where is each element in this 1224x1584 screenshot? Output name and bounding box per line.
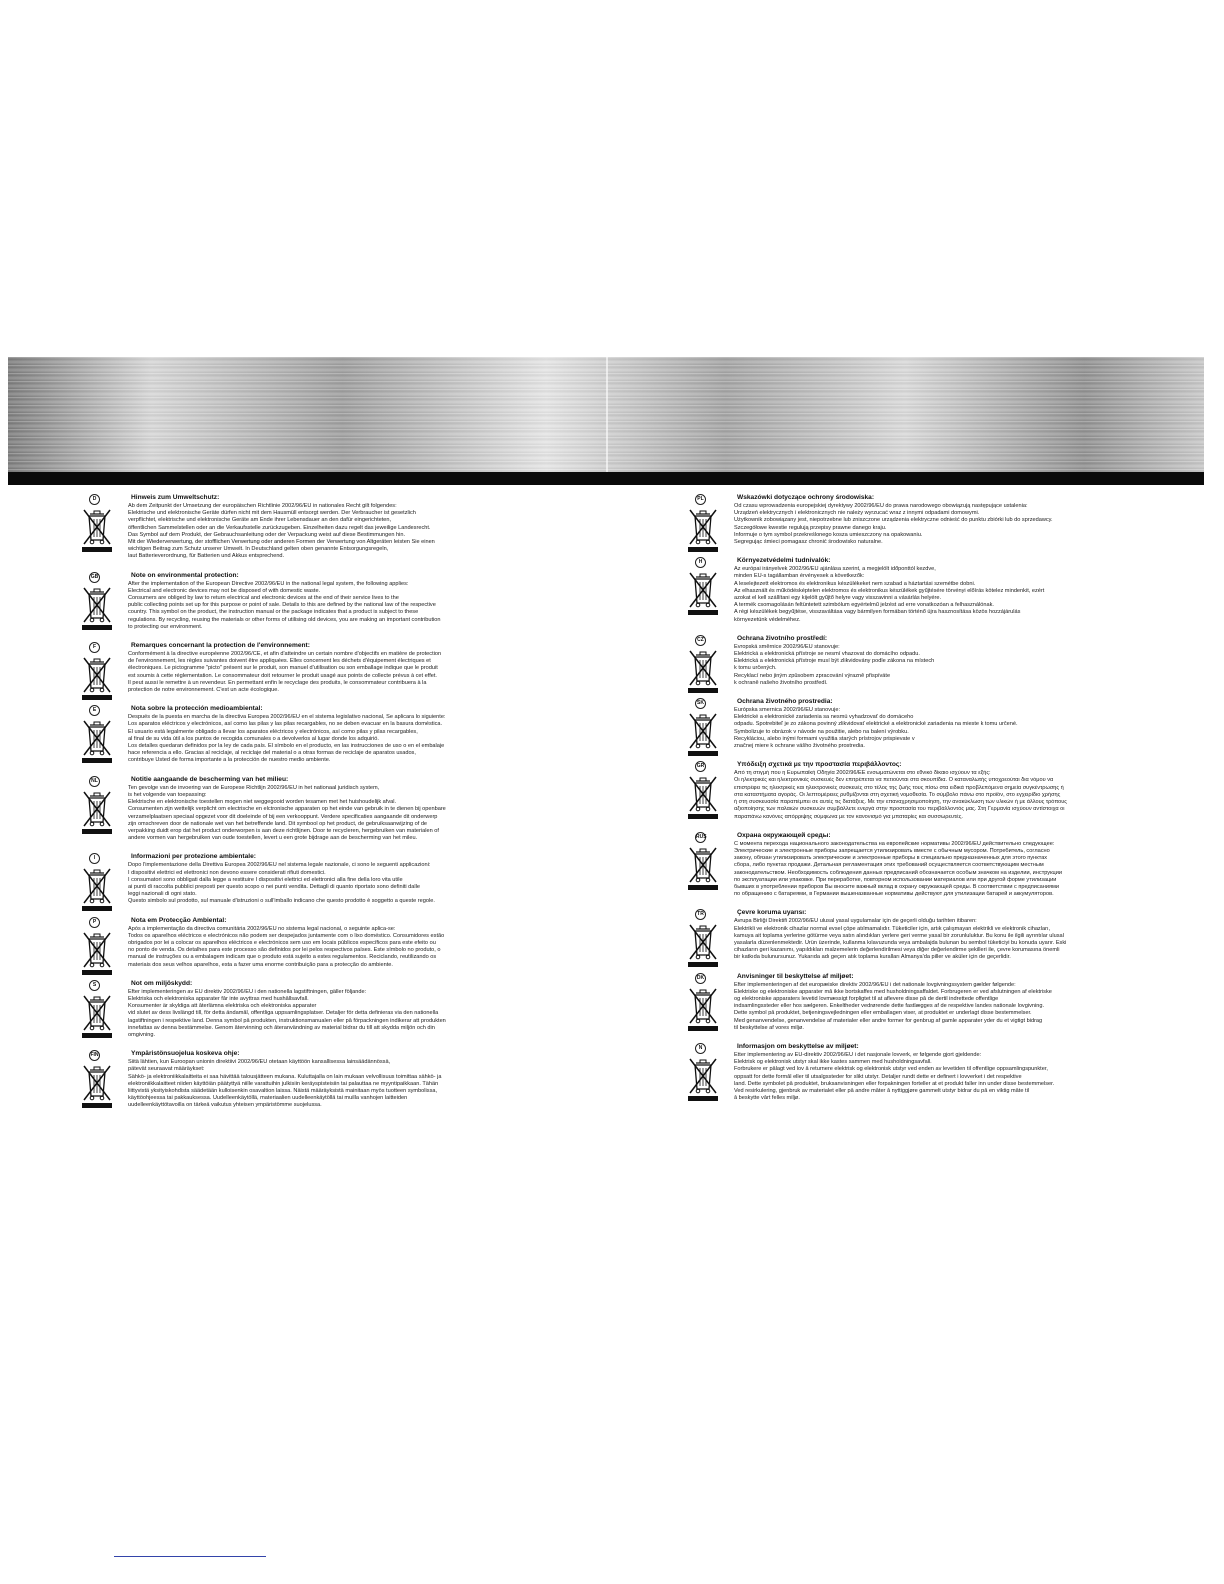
notice-line: Efter implementeringen av EU direktiv 2002/96/EU i den nationella lagstiftningen, gäller följande: [128,988,367,995]
notice-body [734,1052,1144,1102]
notice-line: Efter implementeringen af det europæiske direktiv 2002/96/EU i det nationale lovgivningssystem gælder følgende: [734,981,1016,988]
notice-line: minden EU-s tagállamban érvényesek a következők: [734,573,865,580]
notice-section-cz [686,635,1144,687]
notice-line: по обращению с батареями, в Германии вышеназванные нормативы действуют для утилизации батарей и аккумуляторов. [734,891,1054,898]
notice-line: is het volgende van toepassing: [128,791,207,798]
notice-body [128,785,532,843]
notice-line: Ab dem Zeitpunkt der Umsetzung der europäischen Richtlinie 2002/96/EU in nationales Recht gilt folgendes: [128,503,397,509]
notice-body [128,503,532,561]
notice-line: Consumenten zijn wettelijk verplicht om electrische en elctronische apparaten op het einde van gebruik in te dienen bij openbare [128,806,446,813]
crossed-out-wheelie-bin-icon [686,506,720,554]
notice-line: pätevät seuraavat määräykset: [128,1066,205,1073]
notice-line: Электрические и электронные приборы запрещается утилизировать вместе с обычным мусором. Потребитель, согласно [734,847,1050,854]
notice-body [128,1059,532,1109]
notice-line: hace referencia a ello. Gracias al reciclaje, al reciclaje del material o a otras formas de reciclaje de aparatos usados, [128,750,416,757]
language-code-badge: GR [695,761,706,772]
notice-title: Informasjon om beskyttelse av miljøet: [737,1042,859,1050]
notice-section-fin [80,1050,532,1109]
right-column [686,494,1144,1113]
notice-title: Охрана окружающей среды: [737,831,831,839]
notice-line: С момента перехода национального законодательства на европейские нормативы 2002/96/EU действительно следующее: [734,840,1055,847]
crossed-out-wheelie-bin-icon [80,1062,114,1110]
notice-section-rus [686,832,1144,899]
language-code-badge: SK [695,698,706,709]
notice-section-sk [686,698,1144,750]
language-code-badge: TR [695,909,706,920]
notice-title: Notitie aangaande de bescherming van het milieu: [131,775,289,783]
crossed-out-wheelie-bin-icon [80,865,114,913]
notice-line: στα καταστήματα αγοράς. Οι λεπτομέρειες ρυθμίζονται στη σχετική νομοθεσία. Το σύμβολο πάνω στο προϊόν, στο εγχειρίδιο χρήσης [734,791,1061,798]
notice-line: country. This symbol on the product, the instruction manual or the package indicates that a product is subject to these [128,609,419,616]
notice-line: After the implementation of the European Directive 2002/96/EU in the national legal system, the following applies: [128,580,409,587]
crossed-out-wheelie-bin-icon [80,584,114,632]
notice-line: no ponto de venda. Os detalhes para este processo são definidos por lei pelos respectivos países. Este símbolo no produto, o [128,947,441,954]
crossed-out-wheelie-bin-icon [80,929,114,977]
notice-line: Elektrisk og elektronisk utstyr skal ikke kastes sammen med husholdningsavfall. [734,1059,932,1066]
notice-section-gr [686,761,1144,820]
notice-title: Hinweis zum Umweltschutz: [131,494,220,501]
notice-section-pl [686,494,1144,546]
notice-section-e [80,705,532,764]
notice-line: de l'environnement, les règles suivantes doivent être appliquées. Elles concernent les déchets d'équipement électriques et [128,658,431,665]
notice-line: Elektrická a elektronická přístroje musí být zlikvidovány podle zákona na místech [734,658,935,665]
notice-line: Das Symbol auf dem Produkt, der Gebrauchsanleitung oder der Verpackung weist auf diese Bestimmungen hin. [128,531,406,538]
notice-title: Ympäristönsuojelua koskeva ohje: [131,1050,240,1058]
notice-line: Questo simbolo sul prodotto, sul manuale d'istruzioni o sull'imballo indicano che questo prodotto è soggetto a queste regole. [128,898,435,905]
notice-line: značnej miere k ochrane vášho životného prostredia. [734,743,865,750]
crossed-out-wheelie-bin-icon [80,992,114,1040]
notice-section-i [80,853,532,905]
notice-line: επιστρέφει τις ηλεκτρικές και ηλεκτρονικές συσκευές στο τέλος της ζωής τους πίσω στα ειδικά προβλεπόμενα σημεία συγκέντρωσης ή [734,784,1064,791]
notice-line: Konsumenter är skyldiga att återlämna elektriska och elektroniska apparater [128,1003,317,1010]
notice-line: Elektrische en elektronische toestellen mogen niet weggegooid worden tesamen met het huishoudelijk afval. [128,799,397,806]
banner-black-strip [8,472,1204,485]
notice-line: Elektrikli ve elektronik cihazlar normal evsel çöpe atılmamalıdır. Tüketiciler için, artık çalışmayan elektrikli ve elektronik cihazları, [734,925,1051,932]
language-code-badge: DK [695,973,706,984]
notice-line: Forbrukere er pålagt ved lov å returnere elektrisk og elektronisk utstyr ved enden av levetiden til offentlige oppsamlingspunkter, [734,1066,1048,1073]
notice-line: Recyklací nebo jiným způsobem zpracování výrazně přispíváte [734,672,891,679]
notice-line: og elektroniske apparaters levetid lovmæssigt forpligtet til at aflevere disse på de dertil indrettede offentlige [734,995,999,1002]
notice-line: Elektriske og elektroniske apparater må ikke bortskaffes med husholdningsaffaldet. Forbrugeren er ved afslutningen af elektriske [734,988,1052,995]
notice-line: contribuye Usted de forma importante a la protección de nuestro medio ambiente. [128,757,331,764]
notice-line: Los aparatos eléctricos y electrónicos, así como las pilas y las pilas recargables, no se deben evacuar en la basura doméstica. [128,721,443,728]
language-code-badge: CZ [695,635,706,646]
notice-line: παραπάνω κανόνες απόρριψης σύμφωνα με τον κανονισμό για μπαταρίες και συσσωρευτές. [734,813,963,820]
notice-line: Después de la puesta en marcha de la directiva Europea 2002/96/EU en el sistema legislativo nacional, Se aplicara lo siguiente: [128,714,446,721]
notice-line: indsamlingssteder eller hos sælgeren. Enkeltheder vedrørende dette fastlægges af de respektive landes nationale lovgivning. [734,1003,1045,1010]
notice-line: αξιοποίησης των παλαιών συσκευών συμβάλλετε ενεργά στην προστασία του περιβάλλοντός μας. Στη Γερμανία ισχύουν αντίστοιχα οι [734,806,1065,813]
notice-line: verpflichtet, elektrische und elektronische Geräte am Ende ihrer Lebensdauer an den dafür eingerichteten, [128,517,392,524]
crossed-out-wheelie-bin-icon [80,788,114,836]
notice-line: Recykláciou, alebo inými formami využitia starých prístrojov prispievate v [734,735,915,742]
notice-title: Informazioni per protezione ambientale: [131,853,256,861]
notice-body [128,714,532,764]
language-code-badge: FIN [89,1050,100,1061]
notice-line: A leselejtezett elektromos és elektronikus készülékeket nem szabad a háztartási szemétbe dobni. [734,580,976,587]
language-code-badge: N [695,1043,706,1054]
language-code-badge: I [89,853,100,864]
notice-line: Οι ηλεκτρικές και ηλεκτρονικές συσκευές δεν επιτρέπεται να πετιούνται στα σκουπίδια. Ο καταναλωτής υποχρεούται δια νόμου να [734,777,1054,784]
notice-body [734,982,1144,1032]
notice-line: å beskytte vårt felles miljø. [734,1095,800,1102]
crossed-out-wheelie-bin-icon [686,844,720,892]
notice-line: Med genanvendelse, genanvendelse af materialer eller andre former for genbrug af gamle apparater yder du et vigtigt bidrag [734,1017,1043,1024]
notice-line: Siitä lähtien, kun Euroopan unionin direktiivi 2002/96/EU otetaan käyttöön kansallisessa lainsäädännössä, [128,1059,391,1066]
notice-line: Elektriska och elektroniska apparater får inte avyttras med hushållsavfall. [128,995,309,1002]
notice-line: A régi készülékek begyűjtése, visszaváltása vagy bármilyen formában történő újra hasznosítása közös hozzájárulás [734,609,1021,616]
notice-line: законодательством. Необходимость соблюдения данных предписаний обозначается особым значком на изделии, инструкции [734,869,1063,876]
notice-section-n [686,1043,1144,1102]
notice-section-f [80,642,532,694]
notice-line: public collecting points set up for this purpose or point of sale. Details to this are defined by the national law of the respective [128,602,436,609]
crossed-out-wheelie-bin-icon [80,654,114,702]
notice-line: protection de notre environnement. C'est un acte écologique. [128,687,279,694]
notice-line: til beskyttelse af vores miljø. [734,1024,804,1031]
crossed-out-wheelie-bin-icon [80,717,114,765]
notice-line: oppsatt for dette formål eller til utsalgssteder for slikt utstyr. Detaljer rundt dette er definert i lovverket i det respektive [734,1073,1022,1080]
notice-line: környezetünk védelméhez. [734,616,801,623]
notice-line: yasalarla düzenlenmektedir. Ürün üzerinde, kullanma kılavuzunda veya ambalajda bulunan bu sembol tüketiciyi bu konuda uyarır. Eski [734,939,1067,946]
notice-line: Dopo l'implementazione della Direttiva Europea 2002/96/EU nel sistema legale nazionale, ci sono le seguenti applicazioni: [128,862,431,869]
notice-title: Wskazówki dotyczące ochrony środowiska: [737,494,875,501]
notice-body [128,989,532,1039]
notice-line: al final de su vida útil a los puntos de recogida comunales o a devolverlos al lugar donde los adquirió. [128,735,379,742]
notice-section-gb [80,572,532,631]
notice-section-nl [80,776,532,843]
language-code-badge: NL [89,776,100,787]
notice-line: Evropská směrnice 2002/96/EU stanovuje: [734,643,840,650]
notice-title: Υπόδειξη σχετικά με την προστασία περιβάλλοντος: [737,761,902,769]
language-code-badge: GB [89,572,100,583]
notice-title: Çevre koruma uyarısı: [737,909,807,917]
notice-title: Ochrana životného prostredia: [737,698,833,706]
notice-title: Nota em Protecção Ambiental: [131,916,227,924]
crossed-out-wheelie-bin-icon [686,921,720,969]
notice-line: Consumers are obliged by law to return electrical and electronic devices at the end of their service lives to the [128,595,399,602]
notice-line: Após a implementação da directiva comunitária 2002/96/EU no sistema legal nacional, o seguinte aplica-se: [128,925,396,932]
notice-line: land. Dette symbolet på produktet, bruksanvisningen eller forpakningen forteller at et produkt faller inn under disse bestemmelser. [734,1080,1055,1087]
notice-line: закону, обязан утилизировать электрические и электронные приборы в специально предназначенных для этого пунктах [734,855,1048,862]
notice-body [734,707,1144,750]
notice-line: käyttöohjeessa tai pakkauksessa. Uudelleenkäytöllä, materiaalien uudelleenkäytöllä tai muilla vanhojen laitteiden [128,1095,408,1102]
notice-line: Todos os aparelhos eléctricos e electrónicos não podem ser despejados juntamente com o lixo doméstico. Consumidores estão [128,932,445,939]
language-code-badge: RUS [695,832,706,843]
notice-body [734,841,1144,899]
notice-line: Európska smernica 2002/96/EU stanovuje: [734,707,841,714]
notice-line: zijn omschreven door de nationale wet van het betreffende land. Dit symbool op het product, de gebruiksaanwijzing of de [128,820,428,827]
notice-line: Mit der Wiederverwertung, der stofflichen Verwertung oder anderen Formen der Verwertung von Altgeräten leisten Sie einen [128,539,435,546]
notice-line: Conformément à la directive européenne 2002/96/CE, et afin d'atteindre un certain nombre d'objectifs en matière de protection [128,651,442,658]
crossed-out-wheelie-bin-icon [686,985,720,1033]
notice-body [734,503,1144,546]
notice-line: Avrupa Birliği Direktifi 2002/96/EU ulusal yasal uygulamalar için de geçerli olduğu tarihten itibaren: [734,918,977,925]
notice-line: est soumis à cette réglementation. Le consommateur doit retourner le produit usagé aux points de collecte prévus à cet effet. [128,672,437,679]
notice-line: obrigados por lei a colocar os aparelhos eléctricos e electrónicos sem uso em locais públicos específicos para este efeito ou [128,939,436,946]
crossed-out-wheelie-bin-icon [686,1055,720,1103]
notice-title: Környezetvédelmi tudnivalók: [737,557,831,565]
notice-body [734,644,1144,687]
page-fold-seam [606,357,608,473]
notice-line: Ved resirkulering, gjenbruk av materialet eller på andre måter å nyttiggjøre gammelt utstyr bidrar du på en viktig måte til [734,1087,1030,1094]
notice-line: Od czasu wprowadzenia europejskiej dyrektywy 2002/96/EU do prawa narodowego obowiązują następujące ustalenia: [734,503,1028,509]
language-code-badge: H [695,557,706,568]
crossed-out-wheelie-bin-icon [686,569,720,617]
language-code-badge: PL [695,494,706,505]
notice-line: ai punti di raccolta pubblici preposti per questo scopo o nei punti vendita. Dettagli di quanto riportato sono definiti dalle [128,883,420,890]
notice-line: verpakking duidt erop dat het product onderworpen is aan deze richtlijnen. Door te recycleren, hergebruiken van materialen of [128,827,439,834]
notice-section-dk [686,973,1144,1032]
notice-line: bir katkıda bulunursunuz. Yukarıda adı geçen atık toplama kuralları Almanya'da piller ve aküler için de geçerlidir. [734,954,1011,961]
notice-line: électroniques. Le pictogramme "picto" présent sur le produit, son manuel d'utilisation ou son emballage indique que le produit [128,665,438,672]
notice-title: Note on environmental protection: [131,571,239,579]
crossed-out-wheelie-bin-icon [686,647,720,695]
notice-line: azokat el kell szállítani egy kijelölt gyűjtő helyre vagy visszavinni a vásárlás helyére. [734,595,942,602]
notice-line: Segregując śmieci pomagasz chronić środowisko naturalne. [734,539,883,546]
notice-line: Az európai irányelvek 2002/96/EU ajánlása szerint, a megjelölt időponttól kezdve, [734,566,936,573]
notice-line: innefattas av denna bestämmelse. Genom återvinning och återanvändning av material bidrar du till att skydda miljön och din [128,1024,435,1031]
notice-line: lagstiftningen i respektive land. Denna symbol på produkten, instruktionsmanualen eller på förpackningen indikerar att produkten [128,1017,446,1024]
notice-title: Anvisninger til beskyttelse af miljøet: [737,972,854,980]
notice-line: Από τη στιγμή που η Ευρωπαϊκή Οδηγία 2002/96/ΕE ενσωματώνεται στο εθνικό δίκαιο ισχύουν τα εξής: [734,770,991,777]
notice-line: öffentlichen Sammelstellen oder an die Verkaufsstelle zurückzugeben. Einzelheiten dazu regelt das jeweilige Landesrecht. [128,524,431,531]
notice-line: Az elhasznált és működésképtelen elektromos és elektronikus készülékek gyűjtésére törvényi előírás kötelez mindenkit, ezért [734,587,1045,594]
notice-line: odpadu. Spotrebiteľ je zo zákona povinný zlikvidovať elektrické a elektronické zariadenia na mieste k tomu určené. [734,721,1018,728]
notice-line: Elektrische und elektronische Geräte dürfen nicht mit dem Hausmüll entsorgt werden. Der Verbraucher ist gesetzlich [128,510,416,517]
notice-title: Nota sobre la protección medioambiental: [131,705,263,713]
notice-line: liittyvistä yksityiskohdista säädetään kulloisenkin osavaltion laissa. Näistä määräyksistä mainitaan myös tuotteen symbolissa, [128,1087,438,1094]
language-code-badge: F [89,642,100,653]
notice-line: I consumatori sono obbligati dalla legge a restituire I dispositivi elettrici ed elettronici alla fine della loro vita utile [128,876,403,883]
notice-line: El usuario está legalmente obligado a llevar los aparatos eléctricos y electrónicos, así como pilas y pilas recargables, [128,728,418,735]
notice-title: Ochrana životního prostředí: [737,634,828,642]
notice-line: vid slutet av dess livslängd till, för detta ändamål, offentliga uppsamlingsplatser. Detaljer för detta definieras via den nationella [128,1010,439,1017]
notice-line: Dette symbol på produktet, betjeningsvejledningen eller emballagen viser, at produktet er underlagt disse bestemmelser. [734,1010,1032,1017]
crossed-out-wheelie-bin-icon [80,506,114,554]
notice-section-h [686,557,1144,624]
notice-line: A termék csomagolásán feltüntetett szimbólum egyértelmű jelzést ad erre vonatkozóan a felhasználónak. [734,602,994,609]
notice-line: wichtigen Beitrag zum Schutz unserer Umwelt. In Deutschland gelten oben genannte Entsorgungsregeln, [128,546,389,553]
notice-body [734,566,1144,624]
notice-line: Etter implementering av EU-direktiv 2002/96/EU i det nasjonale lovverk, er følgende gjort gjeldende: [734,1051,982,1058]
notice-body [734,918,1144,961]
notice-line: regulations. By recycling, reusing the materials or other forms of utilising old devices, you are making an important contribution [128,616,441,623]
notice-line: andere vormen van hergebruiken van oude toestellen, levert u een grote bijdrage aan de bescherming van het mileu. [128,835,418,842]
notice-line: cihazların geri kazanımı, yapıldıkları malzemelerin değerlendirilmesi veya diğer değerlendirme şekilleri ile, çevre korumasına önemli [734,947,1060,954]
language-code-badge: D [89,494,100,505]
notice-line: k tomu určených. [734,665,777,672]
notice-title: Not om miljöskydd: [131,979,193,987]
crossed-out-wheelie-bin-icon [686,710,720,758]
language-code-badge: E [89,705,100,716]
notice-line: leggi nazionali di ogni stato. [128,891,197,898]
notice-line: Los detalles quedaran definidos por la ley de cada país. El símbolo en el producto, en las instrucciones de uso o en el embalaje [128,743,445,750]
notice-line: по эксплуатации или упаковке. При переработке, повторном использовании материалов или при другой форме утилизации [734,876,1057,883]
notice-section-d [80,494,532,561]
notice-line: elektroniikkalaitteet niiden käyttöiän päätyttyä niille varattuihin julkisiin keräyspisteisiin tai palauttaa ne myyntipaikkaan. Tähän [128,1080,439,1087]
notice-line: Informuje o tym symbol przekreślonego kosza umieszczony na opakowaniu. [734,531,923,538]
notice-line: Szczegółowe kwestie regulują przepisy prawne danego kraju. [734,524,887,531]
notice-line: бывших в употреблении приборов Вы вносите важный вклад в охрану окружающей среды. В соответствии с предписаниями [734,883,1060,890]
notice-line: materiais dos seus velhos aparelhos, esta a fazer uma enorme contribuição para a protecção do ambiente. [128,961,393,968]
notice-body [128,862,532,905]
notice-line: ή στη συσκευασία παραπέμπει σε αυτές τις διατάξεις. Με την επαναχρησιμοποίηση, την ανακύκλωση των υλικών ή με άλλους τρόπους [734,799,1067,806]
notice-line: to protecting our environment. [128,623,203,630]
notice-section-p [80,917,532,969]
header-banner [8,357,1204,485]
crossed-out-wheelie-bin-icon [686,773,720,821]
notice-line: Elektrická a elektronická přístroje se nesmí vhazovat do domácího odpadu. [734,651,920,658]
notice-line: kamuya ait toplama yerlerine götürme veya satın alındıkları yerlere geri verme yasal bir zorunluluktur. Bu konu ile ilgili ayrıntılar ulusal [734,932,1064,939]
footer-rule [114,1556,266,1557]
notice-line: Elektrické a elektronické zariadenia sa nesmú vyhadzovať do domáceho [734,714,914,721]
notice-line: Symbolizuje to obrázok v návode na použitie, alebo na balení výrobku. [734,728,909,735]
notice-line: I dispositivi elettrici ed elettronici non devono essere considerati rifiuti domestici. [128,869,326,876]
notice-section-s [80,980,532,1039]
notice-line: Il peut aussi le remettre à un revendeur. En permettant enfin le recyclage des produits, le consommateur contribuera à la [128,679,427,686]
notice-body [128,926,532,969]
notice-line: сбора, либо пунктах продажи. Детальная регламентация этих требований осуществляется соответствующим местным [734,862,1044,869]
notice-body [128,651,532,694]
notice-line: Sähkö- ja elektroniikkalaitteita ei saa hävittää talousjätteen mukana. Kuluttajalla on lain mukaan velvollisuus toimittaa sähkö- ja [128,1073,442,1080]
notice-line: manual de instruções ou a embalagem indicam que o produto está sujeito a estes regulamentos. Reciclando, reutilizando os [128,954,437,961]
left-column [80,494,532,1121]
language-code-badge: S [89,980,100,991]
notice-body [734,770,1144,820]
notice-line: verzamelplaatsen speciaal opgezet voor dit doeleinde of bij een verkooppunt. Verdere specificaties aangaande dit onderwerp [128,813,438,820]
notice-title: Remarques concernant la protection de l'environnement: [131,642,310,650]
notice-line: uudelleenkäyttötavoilla on tärkeä vaikutus yhteisen ympäristömme suojelussa. [128,1102,322,1109]
notice-section-tr [686,909,1144,961]
notice-line: omgivning. [128,1031,156,1038]
notice-line: Urządzeń elektrycznych i elektronicznych nie należy wyrzucać wraz z innymi odpadami domowymi. [734,510,980,517]
notice-line: Electrical and electronic devices may not be disposed of with domestic waste. [128,587,321,594]
notice-line: Użytkownik zobowiązany jest, niepotrzebne lub zniszczone urządzenia elektryczne odnieść do punktu zbiórki lub do sprzedawcy. [734,517,1053,524]
notice-line: Ten gevolge van de invoering van de Europese Richtlijn 2002/96/EU in het nationaal juridisch system, [128,784,380,791]
notice-line: k ochraně našeho životního prostředí. [734,679,828,686]
notice-line: laut Batterieverordnung, für Batterien und Akkus entsprechend. [128,553,285,560]
notice-body [128,581,532,631]
language-code-badge: P [89,917,100,928]
